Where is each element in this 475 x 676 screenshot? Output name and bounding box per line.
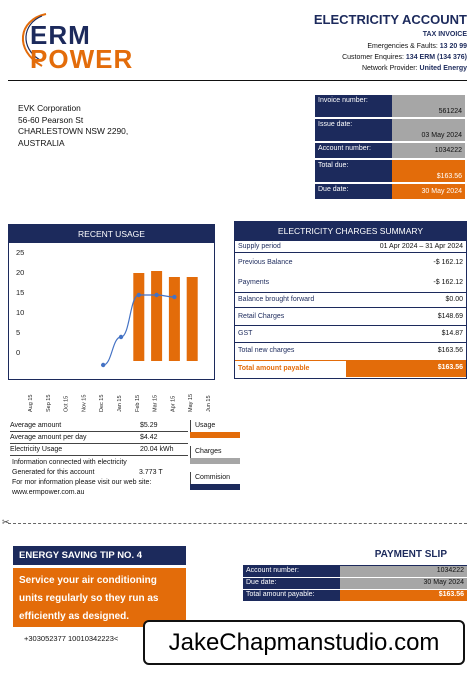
summary-row <box>235 293 466 308</box>
payment-row <box>243 566 467 577</box>
stat-value: 20.04 kWh <box>140 446 174 453</box>
usage-trend-point <box>172 295 176 299</box>
summary-row-value: -$ 162.12 <box>433 259 463 267</box>
stat-value: $5.29 <box>140 422 158 429</box>
network-provider: United Energy <box>419 65 467 72</box>
x-tick-label: Jun 15 <box>206 395 212 412</box>
logo-text-erm: ERM <box>30 20 91 50</box>
network-label: Network Provider: <box>361 65 418 72</box>
legend-label: Usage <box>190 420 240 432</box>
invoice-number-label: Invoice number: <box>315 95 392 117</box>
emergencies-line <box>367 43 467 50</box>
tear-off-line <box>8 523 467 524</box>
recent-usage-title: RECENT USAGE <box>9 225 214 243</box>
summary-row-label: Payments <box>238 278 270 286</box>
customer-city: CHARLESTOWN NSW 2290, <box>18 126 129 136</box>
x-tick-label: Feb 15 <box>134 394 141 412</box>
legend-label: Charges <box>190 446 240 458</box>
emergencies-phone: 13 20 99 <box>439 43 467 50</box>
issue-date-value: 03 May 2024 <box>392 119 465 141</box>
info-label: Generated for this account <box>12 469 95 476</box>
summary-row-label: Previous Balance <box>238 259 293 267</box>
document-subtitle: TAX INVOICE <box>422 31 467 38</box>
stat-row <box>10 444 188 456</box>
y-tick-label: 0 <box>16 348 21 357</box>
due-date-row <box>315 184 465 199</box>
account-number-row <box>315 143 465 158</box>
usage-bar <box>133 273 144 361</box>
enquiries-label: Customer Enquires: <box>342 54 404 61</box>
usage-trend-point <box>101 363 105 367</box>
info-line <box>12 468 187 478</box>
payment-row-label: Total amount payable: <box>243 590 340 601</box>
charges-summary-title: ELECTRICITY CHARGES SUMMARY <box>235 222 466 241</box>
due-date-label: Due date: <box>315 184 392 199</box>
emergencies-label: Emergencies & Faults: <box>367 43 438 50</box>
issue-date-row <box>315 119 465 141</box>
total-payable-value: $163.56 <box>346 360 466 377</box>
summary-row-label: Total new charges <box>238 347 295 354</box>
enquiries-phone: 134 ERM (134 376) <box>405 54 467 61</box>
usage-chart <box>9 243 214 379</box>
y-tick-label: 5 <box>16 328 21 337</box>
usage-info-text <box>12 458 187 498</box>
x-tick-label: Aug 15 <box>28 394 34 412</box>
stat-value: $4.42 <box>140 434 158 441</box>
usage-trend-point <box>154 293 158 297</box>
stat-label: Average amount per day <box>10 434 87 441</box>
chart-legend <box>190 420 240 498</box>
logo-text-power: POWER <box>30 44 134 74</box>
invoice-info-table <box>315 95 465 201</box>
recent-usage-panel <box>8 224 215 380</box>
watermark-banner: JakeChapmanstudio.com <box>143 620 465 665</box>
invoice-number-value: 561224 <box>392 95 465 117</box>
total-due-label: Total due: <box>315 160 392 182</box>
previous-balance-block <box>235 253 466 293</box>
summary-row-value: $163.56 <box>437 347 463 354</box>
summary-row <box>235 343 466 360</box>
info-value: 3.773 T <box>139 469 163 476</box>
info-line: Information connected with electricity <box>12 459 127 466</box>
total-payable-label: Total amount payable <box>235 360 346 377</box>
usage-trend-point <box>137 293 141 297</box>
stat-row <box>10 432 188 444</box>
stat-label: Electricity Usage <box>10 446 63 453</box>
usage-bar <box>187 277 198 361</box>
total-due-value: $163.56 <box>392 160 465 182</box>
energy-tip-body: Service your air conditioning units regularly so they run as efficiently as designed. <box>13 568 186 627</box>
summary-row <box>238 279 463 286</box>
account-number-label: Account number: <box>315 143 392 158</box>
legend-swatch <box>190 484 240 490</box>
payment-slip-table <box>243 565 467 602</box>
summary-row-value: -$ 162.12 <box>433 278 463 286</box>
x-tick-label: Mar 15 <box>152 394 159 412</box>
stat-row <box>10 420 188 432</box>
payment-reference-number: +303052377 10010342223< <box>24 634 119 643</box>
issue-date-label: Issue date: <box>315 119 392 141</box>
usage-bar <box>169 277 180 361</box>
enquiries-line <box>342 54 467 61</box>
scissors-icon: ✂ <box>2 517 10 527</box>
legend-label: Commision <box>190 472 240 484</box>
summary-row <box>238 259 463 266</box>
erm-power-logo <box>12 10 137 74</box>
usage-bar <box>151 271 162 361</box>
x-tick-label: Jan 15 <box>117 395 123 412</box>
summary-row-value: $0.00 <box>445 296 463 303</box>
due-date-value: 30 May 2024 <box>392 184 465 199</box>
summary-row <box>235 308 466 326</box>
summary-row-label: GST <box>238 330 253 337</box>
invoice-number-row <box>315 95 465 117</box>
summary-row-value: $14.87 <box>441 330 463 337</box>
y-tick-label: 15 <box>16 288 25 297</box>
document-title: ELECTRICITY ACCOUNT <box>313 12 467 27</box>
payment-row <box>243 590 467 601</box>
legend-swatch <box>190 458 240 464</box>
header-divider <box>8 80 467 81</box>
total-payable-row <box>235 360 466 377</box>
website-link[interactable]: www.ermpower.com.au <box>12 489 85 496</box>
supply-period-label: Supply period <box>238 243 281 250</box>
account-number-value: 1034222 <box>392 143 465 158</box>
payment-row-value: $163.56 <box>340 590 467 601</box>
payment-row-value: 1034222 <box>340 566 467 577</box>
payment-row-value: 30 May 2024 <box>340 578 467 589</box>
customer-address <box>18 103 128 149</box>
supply-period-value: 01 Apr 2024 – 31 Apr 2024 <box>379 243 463 250</box>
usage-trend-point <box>119 335 123 339</box>
summary-row-label: Retail Charges <box>238 313 285 320</box>
network-line <box>362 65 467 72</box>
y-tick-label: 25 <box>16 248 25 257</box>
stat-label: Average amount <box>10 422 62 429</box>
legend-swatch <box>190 432 240 438</box>
summary-row-value: $148.69 <box>437 313 463 320</box>
x-tick-label: Sep 15 <box>45 394 52 412</box>
y-tick-label: 20 <box>16 268 25 277</box>
summary-row-label: Balance brought forward <box>238 296 315 303</box>
y-tick-label: 10 <box>16 308 25 317</box>
supply-period-row <box>235 241 466 253</box>
x-tick-label: Oct 15 <box>63 395 70 412</box>
customer-street: 56-60 Pearson St <box>18 114 84 125</box>
usage-chart-x-labels <box>8 382 223 418</box>
customer-country: AUSTRALIA <box>18 137 65 148</box>
usage-stats-table <box>10 420 188 456</box>
charges-summary-panel <box>234 221 467 379</box>
x-tick-label: Dec 15 <box>99 394 106 412</box>
summary-row <box>235 326 466 343</box>
payment-slip-title: PAYMENT SLIP <box>374 549 447 560</box>
info-line: For mor information please visit our web site: <box>12 479 152 486</box>
x-tick-label: May 15 <box>188 393 195 412</box>
x-tick-label: Apr 15 <box>170 395 177 412</box>
payment-row-label: Account number: <box>243 566 340 577</box>
payment-row-label: Due date: <box>243 578 340 589</box>
total-due-row <box>315 160 465 182</box>
x-tick-label: Nov 15 <box>81 394 88 412</box>
payment-row <box>243 578 467 589</box>
customer-name: EVK Corporation <box>18 103 81 113</box>
energy-tip-title: ENERGY SAVING TIP NO. 4 <box>13 546 186 565</box>
